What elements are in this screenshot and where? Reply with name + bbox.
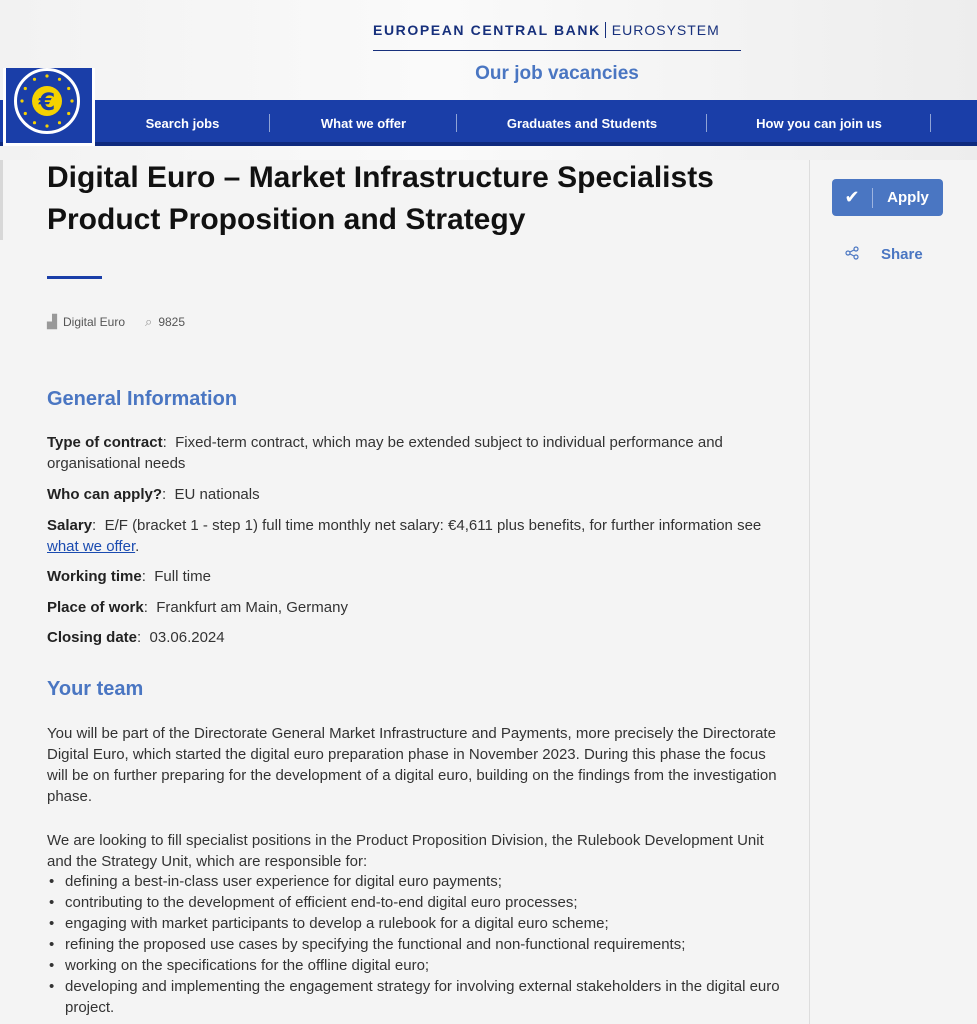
list-item: • defining a best-in-class user experience for digital euro payments;: [47, 871, 787, 892]
department-name: Digital Euro: [63, 315, 126, 329]
title-underline: [47, 276, 102, 279]
nav-what-we-offer[interactable]: What we offer: [270, 100, 457, 146]
page-subtitle[interactable]: Our job vacancies: [475, 63, 639, 84]
time-value: Full time: [154, 568, 211, 585]
who-can-apply: Who can apply?: EU nationals: [47, 486, 260, 503]
euro-stars-icon: [17, 71, 77, 131]
salary-value: E/F (bracket 1 - step 1) full time monthly net salary: €4,611 plus benefits, for further information see: [104, 517, 762, 534]
brand-divider: [373, 50, 741, 51]
list-item: • contributing to the development of efficient end-to-end digital euro processes;: [47, 892, 787, 913]
team-paragraph-2: We are looking to fill specialist positions in the Product Proposition Division, the Rulebook Development Unit and the Strategy Unit, which are responsible for:: [47, 832, 764, 870]
apply-label: Apply: [887, 189, 929, 206]
time-label: Working time: [47, 568, 142, 585]
job-id: 9825: [158, 315, 186, 329]
team-paragraph-1: You will be part of the Directorate General Market Infrastructure and Payments, more precisely the Directorate Digital Euro, which started the digital euro preparation phase in November 2023. During this phase the focus will be on further preparing for the development of a digital euro, building on the findings from the investigation phase.: [47, 725, 777, 805]
closing-date: Closing date: 03.06.2024: [47, 629, 225, 646]
contract-value: Fixed-term contract, which may be extended subject to individual performance and organisational needs: [47, 434, 723, 472]
salary: Salary: E/F (bracket 1 - step 1) full time monthly net salary: €4,611 plus benefits, for further information see what we offer.: [47, 517, 762, 555]
share-icon: [845, 246, 859, 263]
brand-separator: [605, 22, 606, 38]
contract-label: Type of contract: [47, 434, 163, 451]
ecb-logo[interactable]: [14, 68, 80, 134]
your-team-heading: Your team: [47, 678, 144, 700]
who-value: EU nationals: [174, 486, 260, 503]
department-icon: ▟: [47, 314, 57, 329]
working-time: Working time: Full time: [47, 568, 211, 585]
svg-text:€: €: [38, 88, 56, 116]
contract-type: Type of contract: Fixed-term contract, which may be extended subject to individual performance and organisational needs: [47, 434, 723, 472]
brand-eurosystem: EUROSYSTEM: [611, 22, 720, 38]
nav-how-to-join[interactable]: How you can join us: [707, 100, 931, 146]
nav-search-jobs[interactable]: Search jobs: [95, 100, 270, 146]
share-nodes-icon: [845, 246, 859, 260]
ecb-brand[interactable]: [373, 22, 741, 38]
list-item: • refining the proposed use cases by specifying the functional and non-functional requirements;: [47, 934, 787, 955]
share-button[interactable]: [845, 246, 923, 263]
job-title: [47, 157, 787, 241]
closing-label: Closing date: [47, 629, 138, 646]
list-item: • engaging with market participants to develop a rulebook for a digital euro scheme;: [47, 913, 787, 934]
salary-end: .: [135, 538, 140, 555]
salary-label: Salary: [47, 517, 93, 534]
who-label: Who can apply?: [47, 486, 163, 503]
list-item: • working on the specifications for the offline digital euro;: [47, 955, 787, 976]
general-info-heading: General Information: [47, 388, 238, 410]
place-label: Place of work: [47, 599, 144, 616]
brand-name: EUROPEAN CENTRAL BANK: [373, 22, 601, 38]
checkmark-icon: ✔: [844, 187, 860, 207]
apply-button[interactable]: [832, 179, 943, 216]
job-id-icon: ⌕: [145, 314, 153, 329]
nav-graduates-students[interactable]: Graduates and Students: [457, 100, 707, 146]
responsibilities-list: [47, 871, 787, 1018]
left-edge-bar: [0, 160, 3, 240]
job-meta: [47, 314, 185, 330]
job-title-line1: Digital Euro – Market Infrastructure Specialists: [47, 161, 714, 194]
job-title-line2: Product Proposition and Strategy: [47, 203, 526, 236]
place-value: Frankfurt am Main, Germany: [156, 599, 348, 616]
place-of-work: Place of work: Frankfurt am Main, Germany: [47, 599, 348, 616]
closing-value: 03.06.2024: [149, 629, 225, 646]
main-nav: [95, 100, 931, 146]
share-label: Share: [881, 246, 923, 263]
list-item: • developing and implementing the engagement strategy for involving external stakeholders in the digital euro project.: [47, 976, 787, 1018]
what-we-offer-link[interactable]: what we offer: [47, 538, 136, 555]
